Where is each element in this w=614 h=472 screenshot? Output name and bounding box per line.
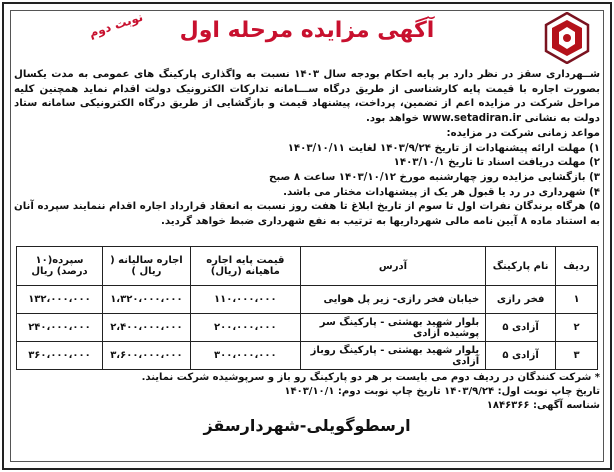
table-cell: بلوار شهید بهشتی - پارکینگ روباز آزادی [300, 342, 485, 370]
schedule-title: مواعد زمانی شرکت در مزایده: [446, 127, 600, 139]
table-header-row [17, 247, 598, 286]
table-cell: فخر رازی [486, 286, 556, 314]
column-header: نام پارکینگ [486, 247, 556, 286]
table-cell: آزادی ۵ [486, 314, 556, 342]
table-note: * شرکت کنندگان در ردیف دوم می بایست بر هر دو پارکینگ رو باز و سرپوشیده شرکت نمایند. [141, 372, 600, 383]
table-cell: بلوار شهید بهشتی - پارکینگ سر پوشیده آزادی [300, 314, 485, 342]
schedule-item: ۴) شهرداری در رد یا قبول هر یک از پیشنهادات مختار می باشد. [283, 186, 600, 198]
table-cell: ۱۳۲،۰۰۰،۰۰۰ [17, 286, 103, 314]
table-cell: ۱ [556, 286, 598, 314]
schedule-item: ۲) مهلت دریافت اسناد تا تاریخ ۱۴۰۳/۱۰/۱ [393, 157, 600, 169]
schedule-item: ۳) بازگشایی مزایده روز چهارشنبه مورخ ۱۴۰۳/۱۰/۱۲ ساعت ۸ صبح [268, 171, 600, 183]
print-dates: تاریخ چاپ نوبت اول: ۱۴۰۳/۹/۲۴ تاریخ چاپ نوبت دوم: ۱۴۰۳/۱۰/۱ [284, 386, 600, 397]
table-cell: خیابان فخر رازی- زیر پل هوایی [300, 286, 485, 314]
second-publication-stamp: نوبت دوم [87, 9, 145, 41]
column-header: آدرس [300, 247, 485, 286]
table-row [17, 342, 598, 370]
table-cell: ۲۰۰،۰۰۰،۰۰۰ [190, 314, 300, 342]
table-cell: ۲۴۰،۰۰۰،۰۰۰ [17, 314, 103, 342]
table-row [17, 314, 598, 342]
ad-body [14, 68, 600, 230]
table-cell: ۲ [556, 314, 598, 342]
table-cell: ۳ [556, 342, 598, 370]
ad-id: شناسه آگهی: ۱۸۴۶۳۶۶ [486, 400, 600, 411]
table-cell: ۱،۳۲۰،۰۰۰،۰۰۰ [102, 286, 190, 314]
parking-table [16, 246, 598, 370]
column-header: سپرده(۱۰ درصد) ریال [17, 247, 103, 286]
ad-footer [14, 371, 600, 413]
table-cell: ۲،۴۰۰،۰۰۰،۰۰۰ [102, 314, 190, 342]
mayor-signature: ارسطوگویلی-شهردارسقز [203, 416, 411, 435]
ad-title: آگهی مزایده مرحله اول [179, 18, 435, 43]
table-cell: آزادی ۵ [486, 342, 556, 370]
column-header: ردیف [556, 247, 598, 286]
column-header: اجاره سالیانه ( ریال ) [102, 247, 190, 286]
intro-paragraph: شــهرداری سقز در نظر دارد بر پایه احکام بودجه سال ۱۴۰۳ نسبت به واگذاری پارکینگ های عمومی به مدت یکسال بصورت اجاره با قیمت پایه کارشناسی از طریق درگاه ســـامانه تداركات الکترونیک دولت اقدام نماید همچنین کلیه مراحل شرکت در مزایده اعم از تضمین، پرداخت، پیشنهاد قیمت و بازگشایی از طریق درگاه الکترونیکی سامانه ستاد دولت به نشانی www.setadiran.ir خواهد بود. [14, 69, 600, 125]
column-header: قیمت پایه اجاره ماهیانه (ریال) [190, 247, 300, 286]
schedule-item: ۱) مهلت ارائه پیشنهادات از تاریخ ۱۴۰۳/۹/۲۴ لغایت ۱۴۰۳/۱۰/۱۱ [287, 142, 600, 154]
table-cell: ۳۰۰،۰۰۰،۰۰۰ [190, 342, 300, 370]
schedule-item: ۵) هرگاه برندگان نفرات اول تا سوم از تاریخ ابلاغ تا هفت روز نسبت به انعقاد قرارداد اجاره اقدام ننمایند سپرده آنان به استناد ماده ۸ آیین نامه مالی شهرداریها به ترتیب به نفع شهرداری ضبط خواهد گردید. [14, 201, 600, 228]
table-cell: ۳،۶۰۰،۰۰۰،۰۰۰ [102, 342, 190, 370]
table-cell: ۳۶۰،۰۰۰،۰۰۰ [17, 342, 103, 370]
table-row [17, 286, 598, 314]
table-cell: ۱۱۰،۰۰۰،۰۰۰ [190, 286, 300, 314]
